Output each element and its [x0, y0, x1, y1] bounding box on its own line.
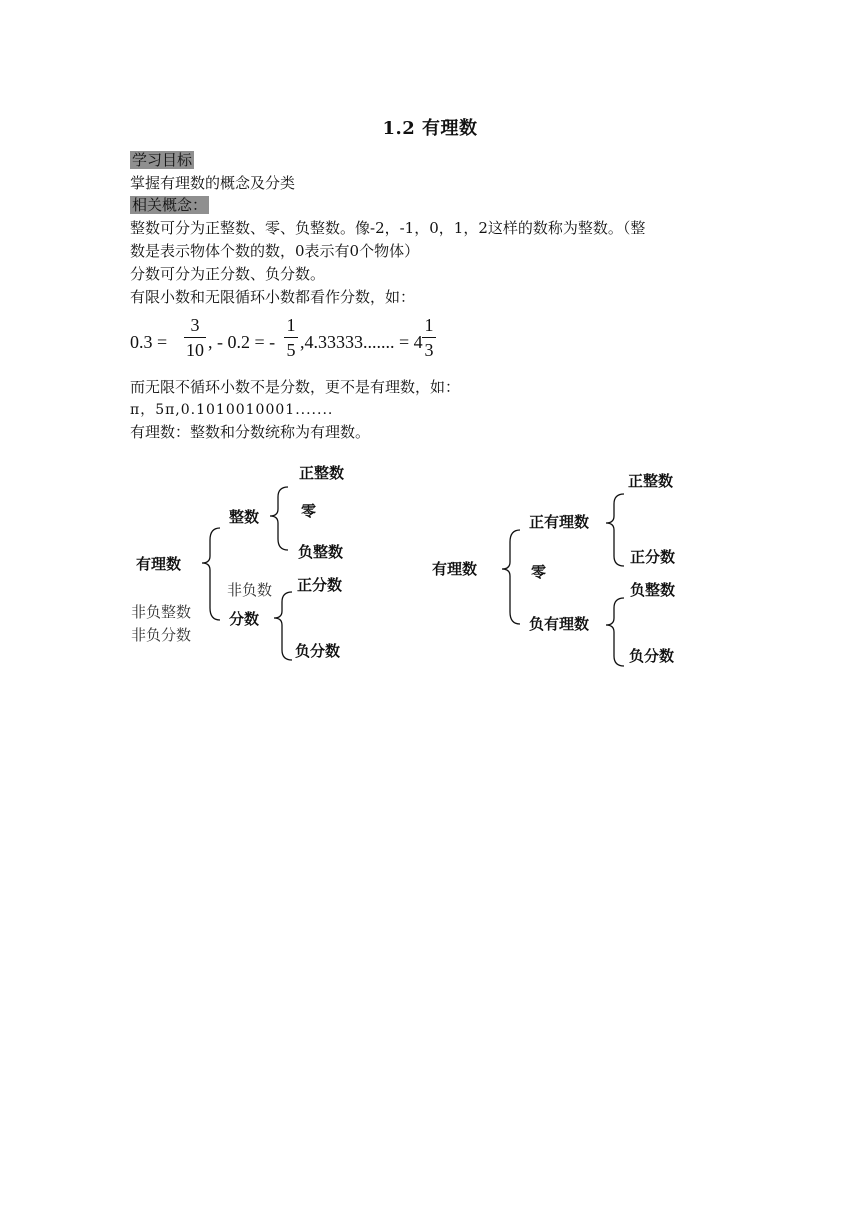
left-integer-brace — [270, 487, 288, 550]
goal-heading: 学习目标 — [132, 151, 193, 169]
page-title: 1.2 有理数 — [382, 118, 478, 139]
left-tree-negative-fraction: 负分数 — [295, 642, 341, 660]
left-tree-fraction: 分数 — [229, 610, 260, 628]
decimal-text: 有限小数和无限循环小数都看作分数，如： — [130, 288, 416, 306]
fraction-denominator: 10 — [186, 340, 204, 360]
rational-definition: 有理数：整数和分数统称为有理数。 — [130, 423, 371, 441]
non-repeating-text: 而无限不循环小数不是分数，更不是有理数，如： — [130, 378, 461, 396]
left-tree-root: 有理数 — [136, 555, 182, 573]
left-tree-negative-integer: 负整数 — [298, 543, 344, 561]
left-tree-positive-fraction: 正分数 — [297, 576, 343, 594]
fraction-denominator: 3 — [424, 340, 434, 360]
left-tree-integer: 整数 — [229, 508, 260, 526]
irrational-examples: π，5π,0.1010010001....... — [130, 402, 334, 418]
right-tree-zero: 零 — [531, 563, 547, 581]
left-tree-zero: 零 — [301, 502, 317, 520]
left-tree-note-nonnegative-integer: 非负整数 — [131, 603, 192, 621]
fraction-numerator: 1 — [424, 315, 434, 335]
right-tree-negative-fraction: 负分数 — [629, 647, 675, 665]
concept-heading: 相关概念： — [132, 196, 208, 214]
integer-text-1: 整数可分为正整数、零、负整数。像-2，-1，0，1，2这样的数称为整数。（整 — [130, 219, 646, 237]
fraction-denominator: 5 — [286, 340, 296, 360]
right-tree-positive-integer: 正整数 — [628, 472, 674, 490]
integer-text-2: 数是表示物体个数的数，0表示有0个物体） — [130, 242, 420, 260]
right-tree-root: 有理数 — [432, 560, 478, 578]
left-tree-note-nonnegative-fraction: 非负分数 — [131, 626, 192, 644]
left-tree-positive-integer: 正整数 — [299, 464, 345, 482]
left-root-brace — [202, 528, 220, 620]
left-fraction-brace — [274, 592, 292, 660]
formula-part-3: ,4.33333....... = 4 — [300, 332, 423, 352]
right-positive-brace — [606, 494, 624, 566]
fraction-numerator: 1 — [286, 315, 296, 335]
right-tree-negative-rational: 负有理数 — [529, 615, 590, 633]
right-root-brace — [502, 530, 520, 624]
formula-part-2: , - 0.2 = - — [208, 332, 276, 352]
goal-text: 掌握有理数的概念及分类 — [130, 174, 296, 192]
right-negative-brace — [606, 598, 624, 666]
formula-part-1: 0.3 = — [130, 332, 168, 352]
fraction-numerator: 3 — [190, 315, 200, 335]
right-tree-positive-fraction: 正分数 — [630, 548, 676, 566]
left-tree-note-nonnegative: 非负数 — [227, 581, 273, 599]
fraction-text: 分数可分为正分数、负分数。 — [130, 265, 326, 283]
right-tree-positive-rational: 正有理数 — [529, 513, 590, 531]
right-tree-negative-integer: 负整数 — [630, 581, 676, 599]
